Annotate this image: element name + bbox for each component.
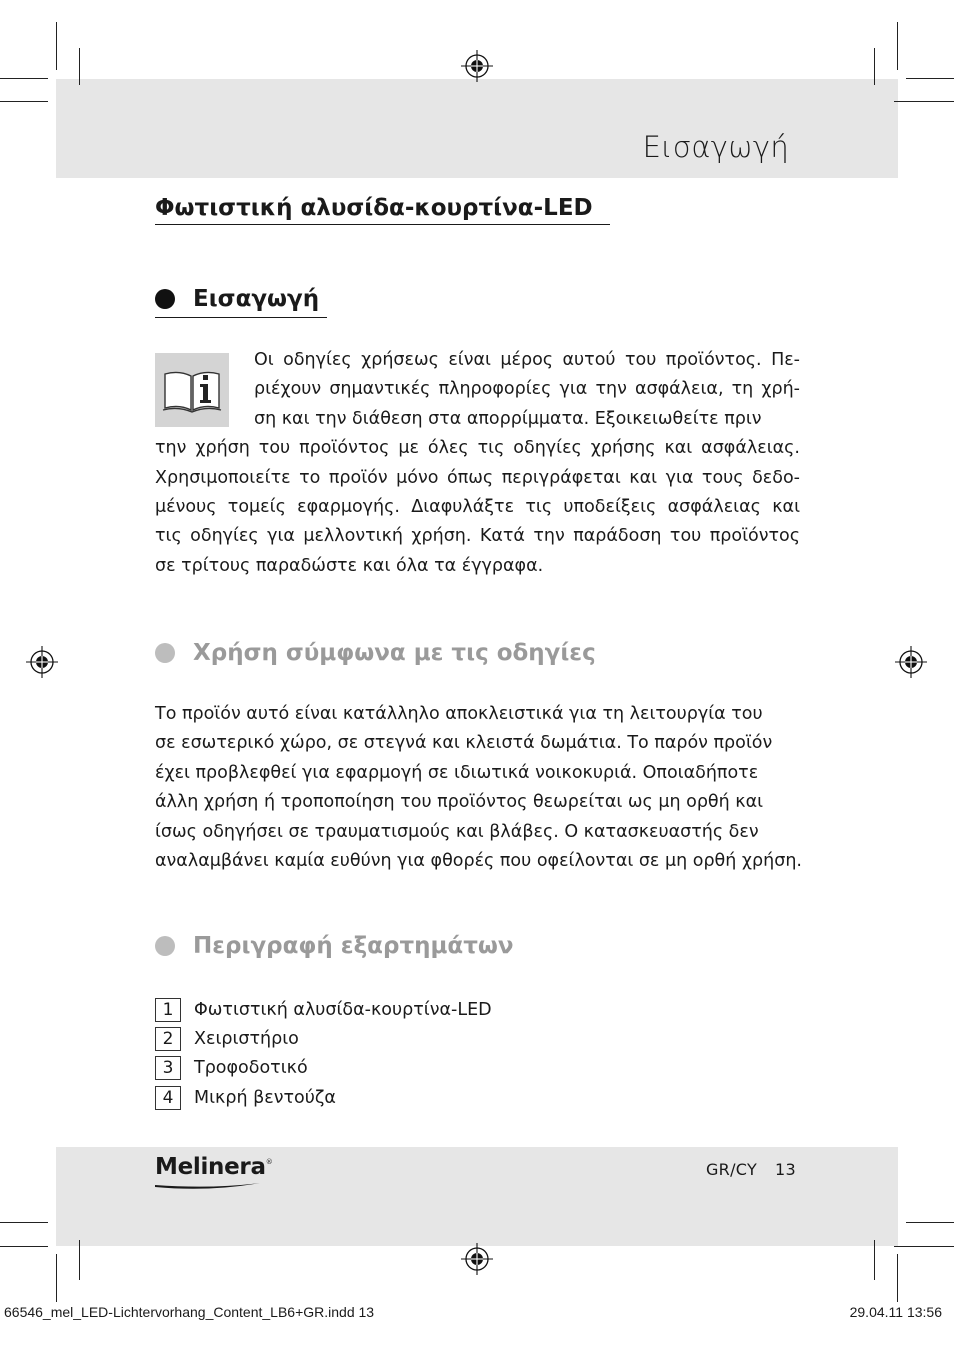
text-line: αναλαμβάνει καμία ευθύνη για φθορές που οφείλονται σε μη ορθή χρήση. <box>155 851 802 872</box>
registration-mark-icon <box>460 1242 494 1276</box>
part-label: Φωτιστική αλυσίδα-κουρτίνα-LED <box>194 999 492 1020</box>
section-heading-label: Περιγραφή εξαρτημάτων <box>193 933 514 959</box>
section-intended-use <box>155 640 596 666</box>
section-introduction <box>155 286 327 318</box>
section-heading <box>155 286 327 318</box>
registration-mark-icon <box>460 49 494 83</box>
registered-mark: ® <box>265 1158 273 1166</box>
document-title: Φωτιστική αλυσίδα-κουρτίνα-LED <box>155 195 610 225</box>
part-label: Μικρή βεντούζα <box>194 1087 336 1108</box>
list-item <box>155 1083 492 1112</box>
text-line: ριέχουν σημαντικές πληροφορίες για την ασφάλεια, τη χρή- <box>254 379 800 400</box>
intended-use-paragraph <box>155 700 800 876</box>
text-line: ση και την διάθεση στα απορρίμματα. Εξοικειωθείτε πριν <box>254 408 762 429</box>
text-line: τις οδηγίες για μελλοντική χρήση. Κατά την παράδοση του προϊόντος <box>155 526 800 547</box>
registration-mark-icon <box>894 645 928 679</box>
locale-label: GR/CY <box>705 1160 758 1179</box>
text-line: Οι οδηγίες χρήσεως είναι μέρος αυτού του προϊόντος. Πε- <box>254 350 800 370</box>
part-number: 1 <box>155 998 181 1022</box>
parts-list <box>155 995 492 1113</box>
list-item <box>155 1054 492 1083</box>
section-heading <box>155 640 596 666</box>
part-number: 3 <box>155 1056 181 1080</box>
text-line: ίσως οδηγήσει σε τραυματισμούς και βλάβες. Ο κατασκευαστής δεν <box>155 821 759 842</box>
section-heading <box>155 933 514 959</box>
running-header: Εισαγωγή <box>642 130 789 164</box>
part-label: Τροφοδοτικό <box>194 1058 308 1079</box>
intro-paragraph <box>155 346 800 581</box>
text-line: μένους τομείς εφαρμογής. Διαφυλάξτε τις υποδείξεις ασφάλειας και <box>155 497 800 518</box>
registration-mark-icon <box>25 645 59 679</box>
section-parts-description <box>155 933 514 959</box>
part-number: 4 <box>155 1086 181 1110</box>
bullet-icon <box>155 643 175 663</box>
slug-file-info: 66546_mel_LED-Lichtervorhang_Content_LB6+GR.indd 13 <box>4 1304 375 1320</box>
text-line: άλλη χρήση ή τροποποίηση του προϊόντος θεωρείται ως μη ορθή και <box>155 792 764 813</box>
brand-logo <box>155 1154 272 1180</box>
brand-swoosh-icon <box>154 1178 264 1192</box>
page-number: 13 <box>775 1160 796 1179</box>
list-item <box>155 995 492 1024</box>
text-line: σε εσωτερικό χώρο, σε στεγνά και κλειστά δωμάτια. Το παρόν προϊόν <box>155 733 773 754</box>
bullet-icon <box>155 289 175 309</box>
part-number: 2 <box>155 1027 181 1051</box>
bullet-icon <box>155 936 175 956</box>
part-label: Χειριστήριο <box>194 1029 299 1050</box>
text-line: σε τρίτους παραδώστε και όλα τα έγγραφα. <box>155 555 544 576</box>
page-footer <box>706 1160 796 1179</box>
section-heading-label: Χρήση σύμφωνα με τις οδηγίες <box>193 640 596 666</box>
text-line: έχει προβλεφθεί για εφαρμογή σε ιδιωτικά νοικοκυριά. Οποιαδήποτε <box>155 762 759 783</box>
list-item <box>155 1024 492 1053</box>
text-line: την χρήση του προϊόντος με όλες τις οδηγίες χρήσης και ασφάλειας. <box>155 438 800 459</box>
text-line: Το προϊόν αυτό είναι κατάλληλο αποκλειστικά για τη λειτουργία του <box>155 704 763 724</box>
text-line: Χρησιμοποιείτε το προϊόν μόνο όπως περιγράφεται και για τους δεδο- <box>155 467 800 488</box>
slug-timestamp: 29.04.11 13:56 <box>849 1304 942 1320</box>
section-heading-label: Εισαγωγή <box>193 286 320 312</box>
brand-name: Melinera <box>155 1154 266 1180</box>
